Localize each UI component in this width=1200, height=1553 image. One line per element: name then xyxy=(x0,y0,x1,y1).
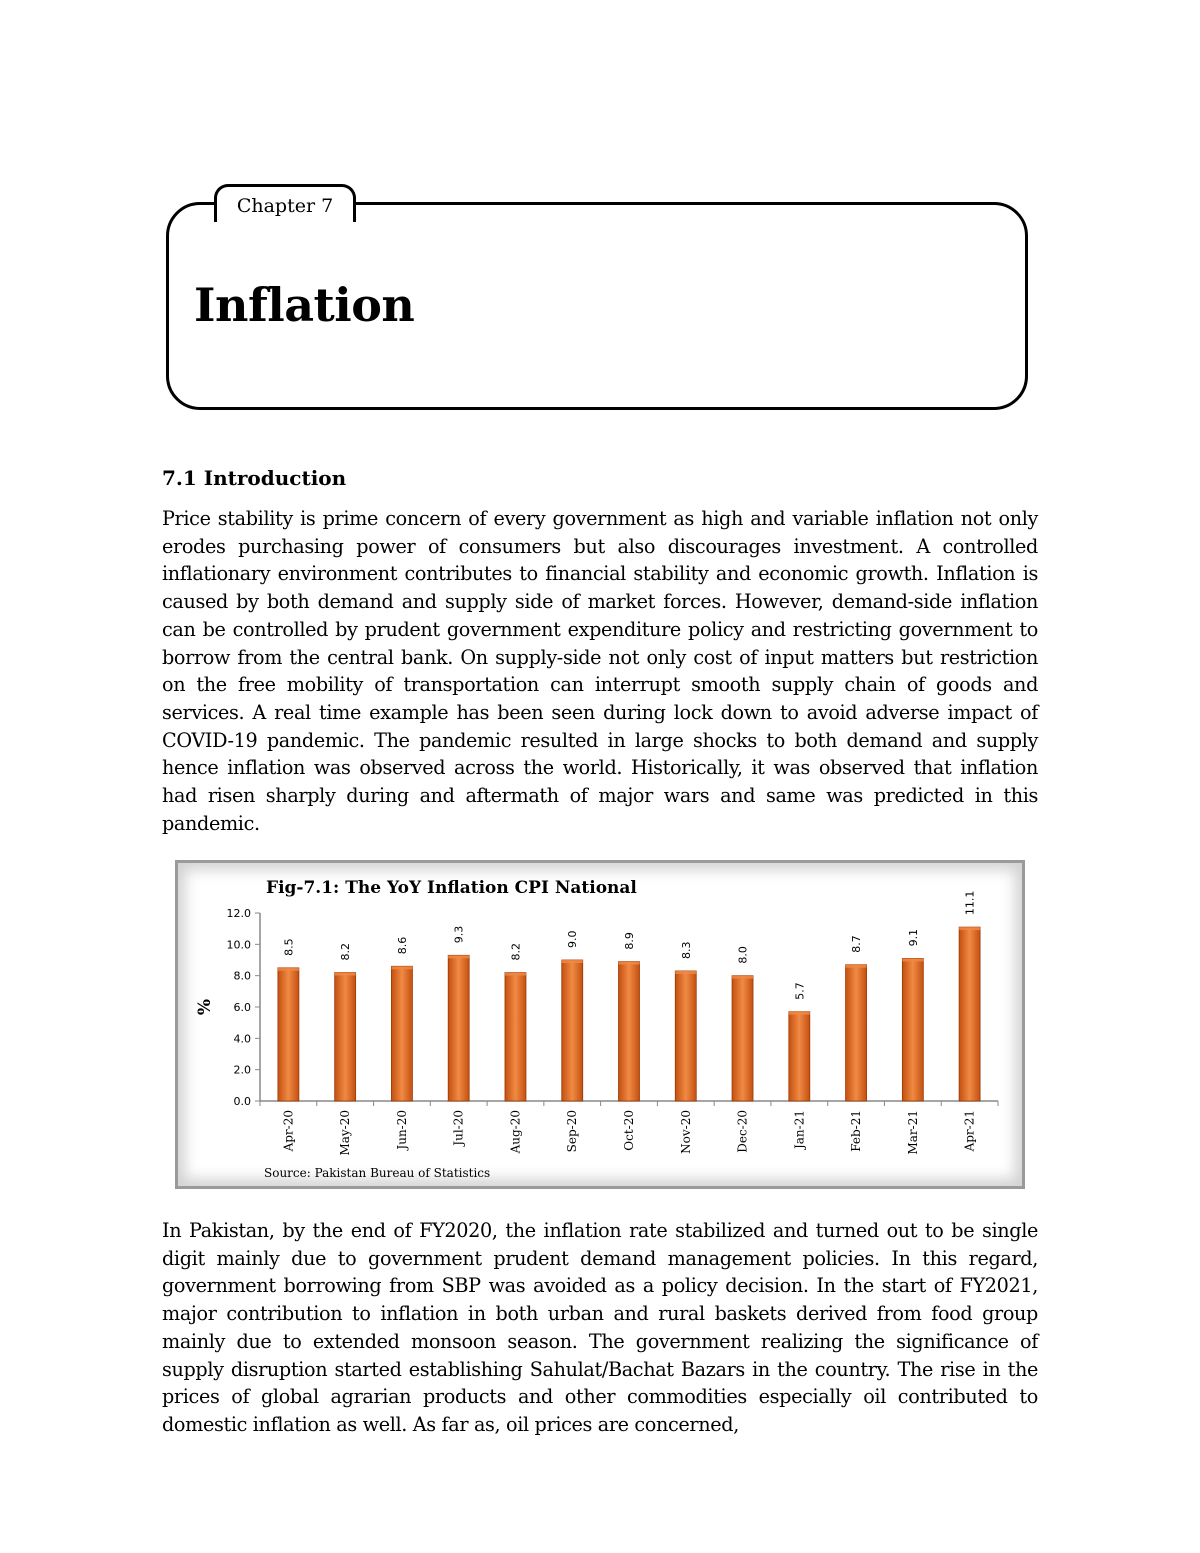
bar xyxy=(448,955,469,1101)
bar-top xyxy=(448,955,469,958)
bar-top xyxy=(675,971,696,974)
inflation-chart xyxy=(175,860,1025,1189)
data-label: 5.7 xyxy=(793,982,807,1000)
data-label: 8.9 xyxy=(623,932,636,950)
bar xyxy=(562,960,583,1101)
y-tick-label: 8.0 xyxy=(233,969,251,983)
bar xyxy=(505,973,526,1101)
data-label: 8.6 xyxy=(395,936,409,955)
bar xyxy=(789,1012,810,1101)
data-label: 8.2 xyxy=(339,943,353,961)
data-label: 8.0 xyxy=(736,946,750,964)
section-heading: 7.1 Introduction xyxy=(162,466,347,490)
data-label: 11.1 xyxy=(963,890,977,916)
chart-title: Fig-7.1: The YoY Inflation CPI National xyxy=(266,878,637,898)
bar-top xyxy=(619,962,640,965)
bar-top xyxy=(846,965,867,968)
category-label: Apr-20 xyxy=(281,1110,296,1152)
bar xyxy=(959,927,980,1101)
y-tick-label: 6.0 xyxy=(233,1001,251,1014)
bar-top xyxy=(732,976,753,979)
y-tick-label: 12.0 xyxy=(226,907,251,920)
y-tick-label: 10.0 xyxy=(226,938,251,952)
chart-canvas xyxy=(178,863,1028,1192)
chapter-title: Inflation xyxy=(194,278,415,332)
category-label: Nov-20 xyxy=(678,1110,693,1154)
bar xyxy=(619,962,640,1101)
data-label: 8.7 xyxy=(850,935,864,953)
bar-top xyxy=(902,958,923,961)
bar xyxy=(278,968,299,1101)
bar xyxy=(675,971,696,1101)
bar-top xyxy=(505,973,526,976)
intro-paragraph: Price stability is prime concern of every government as high and variable inflation not only erodes purchasing power of consumers but also discourages investment. A controlled inflationary environment contributes to financial stability and economic growth. Inflation is caused by both demand and supply side of market forces. However, demand-side inflation can be controlled by prudent government expenditure policy and restricting government to borrow from the central bank. On supply-side not only cost of input matters but restriction on the free mobility of transportation can interrupt smooth supply chain of goods and services. A real time example has been seen during lock down to avoid adverse impact of COVID-19 pandemic. The pandemic resulted in large shocks to both demand and supply hence inflation was observed across the world. Historically, it was observed that inflation had risen sharply during and aftermath of major wars and same was predicted in this pandemic. xyxy=(162,507,1038,835)
category-label: Feb-21 xyxy=(849,1110,864,1152)
category-label: Jan-21 xyxy=(792,1110,807,1150)
bar xyxy=(335,973,356,1101)
chapter-tab: Chapter 7 xyxy=(214,184,356,222)
y-tick-label: 0.0 xyxy=(233,1095,251,1108)
bar-top xyxy=(278,968,299,971)
bar xyxy=(902,958,923,1101)
bar-top xyxy=(391,966,412,969)
bar-top xyxy=(562,960,583,963)
category-label: Jul-20 xyxy=(451,1110,466,1146)
bar xyxy=(391,966,412,1101)
data-label: 9.0 xyxy=(566,930,580,948)
pakistan-paragraph: In Pakistan, by the end of FY2020, the inflation rate stabilized and turned out to be single digit mainly due to government prudent demand management policies. In this regard, government borrowing from SBP was avoided as a policy decision. In the start of FY2021, major contribution to inflation in both urban and rural baskets derived from food group mainly due to extended monsoon season. The government realizing the significance of supply disruption started establishing Sahulat/Bachat Bazars in the country. The rise in the prices of global agrarian products and other commodities especially oil contributed to domestic inflation as well. As far as, oil prices are concerned, xyxy=(162,1219,1038,1436)
y-axis-label: % xyxy=(195,998,215,1016)
category-label: May-20 xyxy=(338,1110,353,1156)
data-label: 8.3 xyxy=(679,941,693,959)
category-label: Sep-20 xyxy=(565,1110,580,1153)
y-tick-label: 2.0 xyxy=(233,1063,251,1077)
chart-source: Source: Pakistan Bureau of Statistics xyxy=(264,1166,491,1180)
bar xyxy=(732,976,753,1101)
bar-top xyxy=(959,927,980,930)
data-label: 9.3 xyxy=(452,925,466,944)
category-label: Jun-20 xyxy=(394,1110,409,1150)
category-label: Oct-20 xyxy=(622,1110,636,1151)
category-label: Dec-20 xyxy=(735,1110,750,1153)
bar xyxy=(846,965,867,1101)
category-label: Mar-21 xyxy=(905,1110,920,1155)
bar-top xyxy=(789,1012,810,1015)
data-label: 8.2 xyxy=(509,943,523,961)
y-tick-label: 4.0 xyxy=(233,1032,251,1046)
category-label: Apr-21 xyxy=(962,1110,977,1152)
bar-top xyxy=(335,973,356,976)
data-label: 9.1 xyxy=(906,928,920,947)
data-label: 8.5 xyxy=(282,938,296,956)
category-label: Aug-20 xyxy=(508,1110,523,1154)
